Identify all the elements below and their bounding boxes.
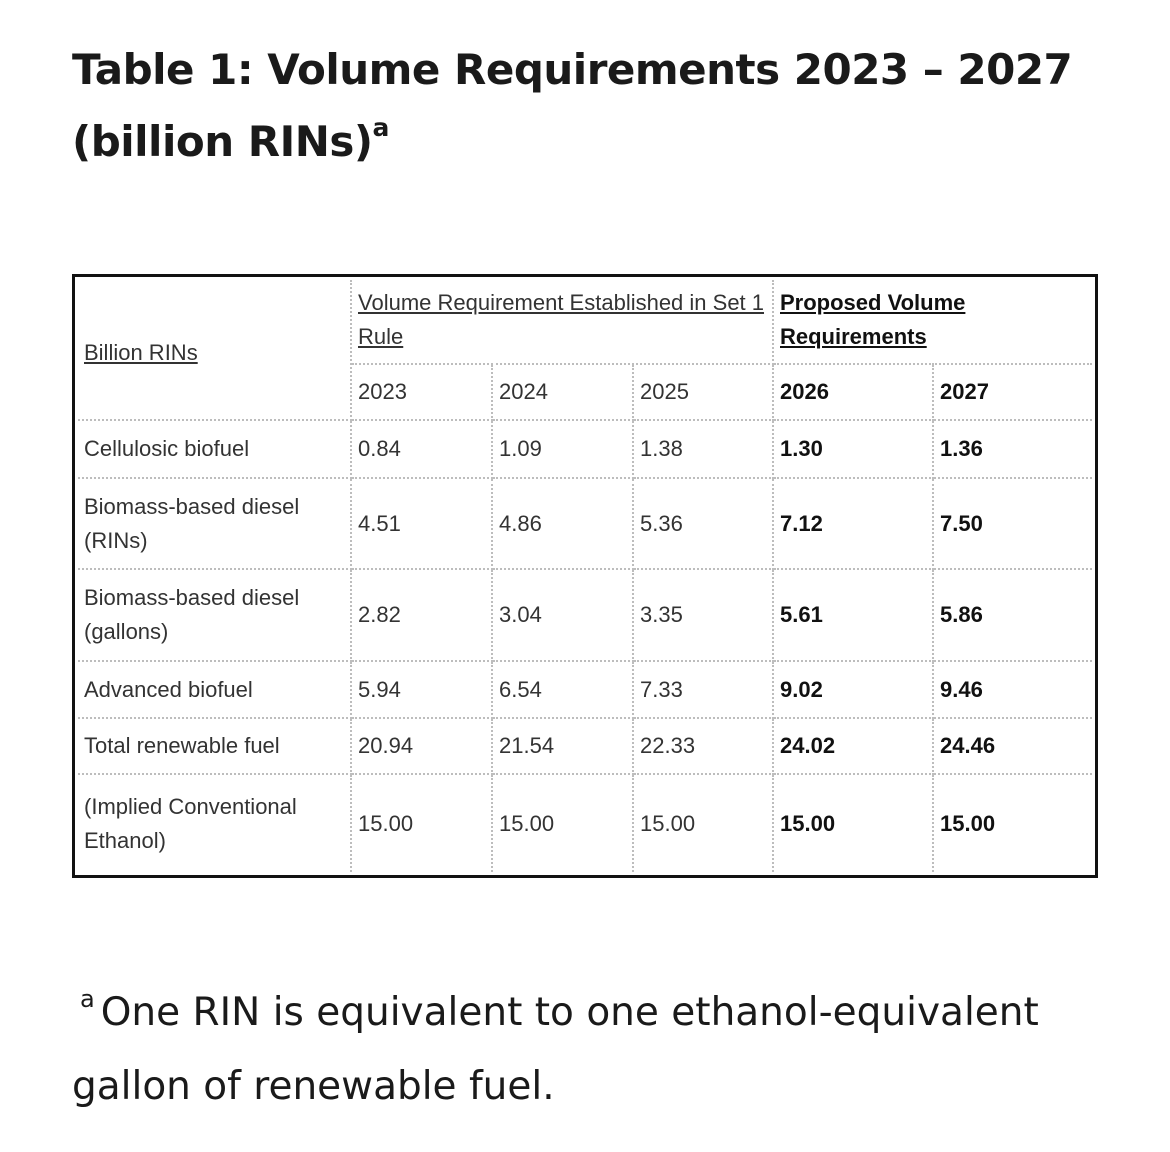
table-cell: 21.54 bbox=[492, 718, 633, 774]
table-cell: 24.02 bbox=[773, 718, 933, 774]
page-title bbox=[72, 34, 1112, 178]
footnote bbox=[72, 976, 1112, 1124]
title-line-1: Table 1: Volume Requirements 2023 – 2027 bbox=[72, 45, 1073, 94]
table-cell: 1.09 bbox=[492, 420, 633, 478]
row-label: Biomass-based diesel (RINs) bbox=[78, 478, 351, 569]
year-header-cell: 2027 bbox=[933, 364, 1092, 420]
table-cell: 6.54 bbox=[492, 661, 633, 718]
row-label: Biomass-based diesel (gallons) bbox=[78, 569, 351, 661]
corner-header-cell bbox=[78, 280, 351, 420]
footnote-marker: a bbox=[80, 985, 95, 1013]
footnote-text: One RIN is equivalent to one ethanol-equivalent gallon of renewable fuel. bbox=[72, 990, 1039, 1109]
row-label: Cellulosic biofuel bbox=[78, 420, 351, 478]
table-cell: 4.51 bbox=[351, 478, 492, 569]
table-cell: 24.46 bbox=[933, 718, 1092, 774]
table-cell: 7.50 bbox=[933, 478, 1092, 569]
table-cell: 5.94 bbox=[351, 661, 492, 718]
row-label: Total renewable fuel bbox=[78, 718, 351, 774]
title-line-2: (billion RINs) bbox=[72, 117, 373, 166]
table-cell: 15.00 bbox=[773, 774, 933, 872]
volume-requirements-table bbox=[78, 280, 1092, 872]
year-header-cell: 2023 bbox=[351, 364, 492, 420]
table-cell: 15.00 bbox=[933, 774, 1092, 872]
table-cell: 20.94 bbox=[351, 718, 492, 774]
volume-requirements-table-frame bbox=[72, 274, 1098, 878]
table-row bbox=[78, 478, 1092, 569]
year-header-cell: 2024 bbox=[492, 364, 633, 420]
row-label: (Implied Conventional Ethanol) bbox=[78, 774, 351, 872]
table-row bbox=[78, 569, 1092, 661]
table-cell: 15.00 bbox=[633, 774, 773, 872]
year-header-cell: 2026 bbox=[773, 364, 933, 420]
table-cell: 7.33 bbox=[633, 661, 773, 718]
table-row bbox=[78, 420, 1092, 478]
table-cell: 3.35 bbox=[633, 569, 773, 661]
table-row bbox=[78, 718, 1092, 774]
table-cell: 7.12 bbox=[773, 478, 933, 569]
table-cell: 22.33 bbox=[633, 718, 773, 774]
established-group-label: Volume Requirement Established in Set 1 Rule bbox=[358, 290, 765, 349]
table-cell: 4.86 bbox=[492, 478, 633, 569]
table-cell: 3.04 bbox=[492, 569, 633, 661]
table-cell: 9.46 bbox=[933, 661, 1092, 718]
year-header-cell: 2025 bbox=[633, 364, 773, 420]
title-footnote-marker: a bbox=[372, 113, 389, 142]
table-row bbox=[78, 774, 1092, 872]
table-cell: 15.00 bbox=[492, 774, 633, 872]
table-cell: 2.82 bbox=[351, 569, 492, 661]
table-cell: 0.84 bbox=[351, 420, 492, 478]
table-cell: 9.02 bbox=[773, 661, 933, 718]
table-cell: 5.61 bbox=[773, 569, 933, 661]
row-label: Advanced biofuel bbox=[78, 661, 351, 718]
table-row bbox=[78, 661, 1092, 718]
table-cell: 5.36 bbox=[633, 478, 773, 569]
proposed-group-label: Proposed Volume Requirements bbox=[780, 290, 966, 349]
corner-label: Billion RINs bbox=[84, 339, 198, 365]
table-cell: 1.30 bbox=[773, 420, 933, 478]
table-cell: 15.00 bbox=[351, 774, 492, 872]
proposed-group-header bbox=[773, 280, 1092, 364]
table-cell: 1.38 bbox=[633, 420, 773, 478]
established-group-header bbox=[351, 280, 773, 364]
table-cell: 1.36 bbox=[933, 420, 1092, 478]
table-cell: 5.86 bbox=[933, 569, 1092, 661]
